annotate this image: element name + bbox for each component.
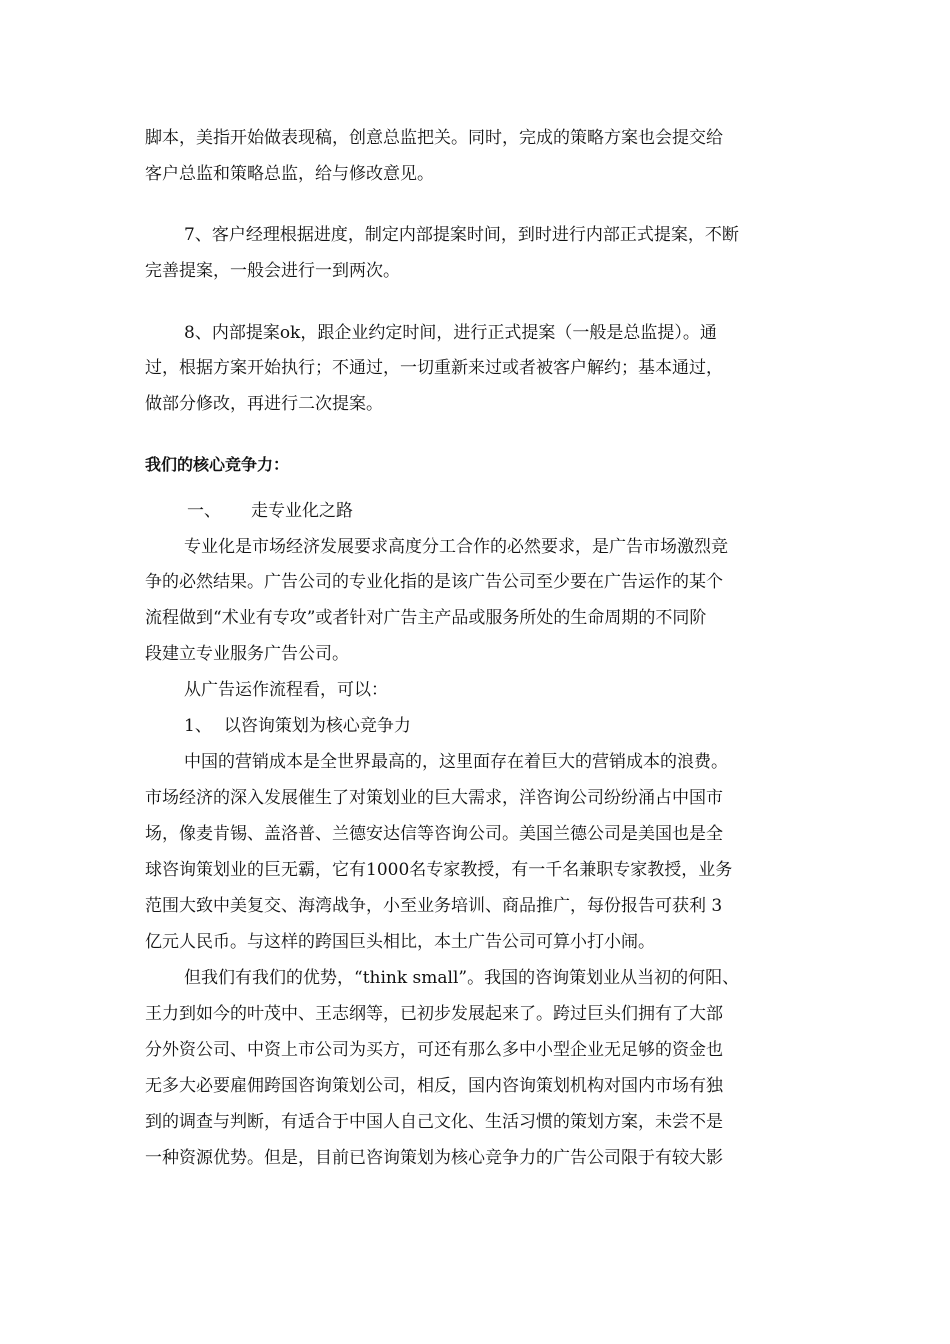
paragraph-line: 做部分修改，再进行二次提案。 bbox=[145, 394, 383, 414]
paragraph-line: 王力到如今的叶茂中、王志纲等，已初步发展起来了。跨过巨头们拥有了大部 bbox=[145, 1004, 723, 1024]
section-heading: 我们的核心竞争力： bbox=[145, 455, 290, 474]
paragraph-line: 争的必然结果。广告公司的专业化指的是该广告公司至少要在广告运作的某个 bbox=[145, 572, 723, 592]
paragraph-line: 脚本，美指开始做表现稿，创意总监把关。同时，完成的策略方案也会提交给 bbox=[145, 128, 723, 148]
paragraph-line: 段建立专业服务广告公司。 bbox=[145, 644, 349, 664]
paragraph-line: 亿元人民币。与这样的跨国巨头相比，本土广告公司可算小打小闹。 bbox=[145, 932, 655, 952]
paragraph-line: 场，像麦肯锡、盖洛普、兰德安达信等咨询公司。美国兰德公司是美国也是全 bbox=[145, 824, 723, 844]
section-title: 走专业化之路 bbox=[251, 501, 353, 521]
paragraph-line: 到的调查与判断，有适合于中国人自己文化、生活习惯的策划方案，未尝不是 bbox=[145, 1112, 723, 1132]
paragraph-line: 从广告运作流程看，可以： bbox=[184, 680, 388, 700]
paragraph-line: 但我们有我们的优势，“think small”。我国的咨询策划业从当初的何阳、 bbox=[184, 968, 740, 988]
paragraph-line: 球咨询策划业的巨无霸，它有1000名专家教授，有一千名兼职专家教授，业务 bbox=[145, 860, 733, 880]
paragraph-line: 一种资源优势。但是，目前已咨询策划为核心竞争力的广告公司限于有较大影 bbox=[145, 1148, 723, 1168]
list-item-number: 1、 bbox=[184, 716, 212, 736]
paragraph-line: 完善提案，一般会进行一到两次。 bbox=[145, 261, 400, 281]
paragraph-line: 中国的营销成本是全世界最高的，这里面存在着巨大的营销成本的浪费。 bbox=[184, 752, 728, 772]
paragraph-line: 7、客户经理根据进度，制定内部提案时间，到时进行内部正式提案，不断 bbox=[184, 225, 739, 245]
paragraph-line: 范围大致中美复交、海湾战争，小至业务培训、商品推广，每份报告可获利 3 bbox=[145, 896, 723, 916]
section-number: 一、 bbox=[187, 501, 221, 521]
paragraph-line: 客户总监和策略总监，给与修改意见。 bbox=[145, 164, 434, 184]
paragraph-line: 市场经济的深入发展催生了对策划业的巨大需求，洋咨询公司纷纷涌占中国市 bbox=[145, 788, 723, 808]
paragraph-line: 分外资公司、中资上市公司为买方，可还有那么多中小型企业无足够的资金也 bbox=[145, 1040, 723, 1060]
paragraph-line: 无多大必要雇佣跨国咨询策划公司，相反，国内咨询策划机构对国内市场有独 bbox=[145, 1076, 723, 1096]
list-item-text: 以咨询策划为核心竞争力 bbox=[223, 716, 411, 736]
paragraph-line: 过，根据方案开始执行；不通过，一切重新来过或者被客户解约；基本通过， bbox=[145, 358, 723, 378]
section-title-line bbox=[187, 499, 353, 523]
list-item-title bbox=[184, 714, 411, 738]
paragraph-line: 流程做到“术业有专攻”或者针对广告主产品或服务所处的生命周期的不同阶 bbox=[145, 608, 707, 628]
paragraph-line: 专业化是市场经济发展要求高度分工合作的必然要求，是广告市场激烈竞 bbox=[184, 537, 728, 557]
paragraph-line: 8、内部提案ok，跟企业约定时间，进行正式提案（一般是总监提）。通 bbox=[184, 323, 717, 343]
